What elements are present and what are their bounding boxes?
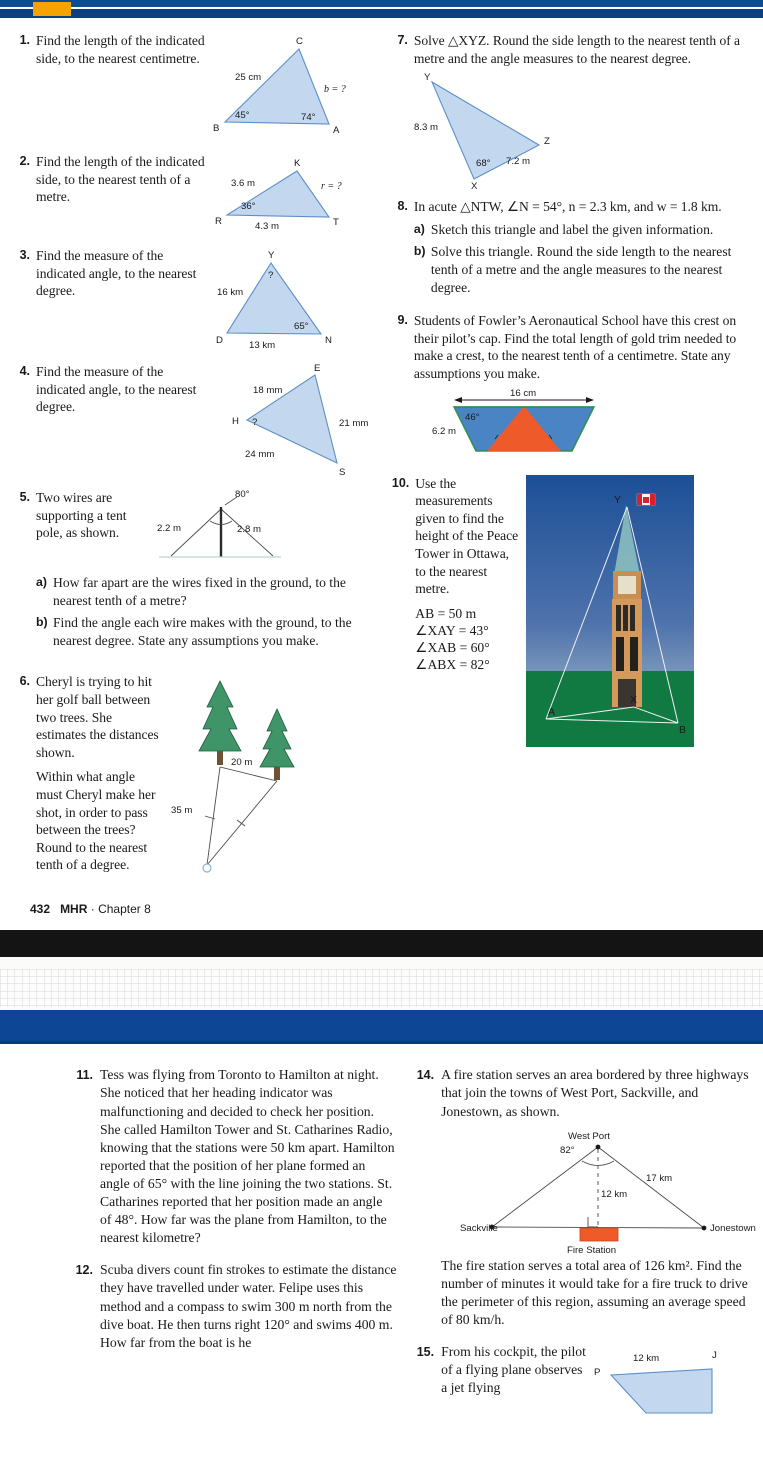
question-7 [392,32,749,193]
question-3-text: Find the measure of the indicated angle, to the nearest degree. [36,248,197,299]
angle-74-label: 74° [301,112,316,123]
angle-65-label: 65° [294,321,309,332]
question-2-text: Find the length of the indicated side, to the nearest tenth of a metre. [36,154,205,205]
question-10 [392,475,749,747]
height-12km-label: 12 km [601,1188,628,1200]
question-12-text: Scuba divers count fin strokes to estimate the distance they have travelled under water. Felipe uses this method and a compass to swim 300 m north from the dive boat. He then turns right 120° and swims 400 m. How far from the boat is he [100,1262,397,1350]
part-a-label: a) [36,575,47,589]
spacer-9 [74,1251,397,1261]
part-a-text: How far apart are the wires fixed in the ground, to the nearest tenth of a metre? [53,575,346,608]
spacer-2 [14,237,382,247]
question-2-figure [211,153,371,231]
side-72m-label: 7.2 m [505,156,530,168]
side-18mm-label: 18 mm [253,385,283,396]
fire-station-triangle-svg [460,1125,756,1256]
top-rule-primary [0,0,763,7]
vertex-a-label: A [333,125,340,136]
town-west-port-label: West Port [568,1130,610,1142]
right-column-2 [397,1066,756,1417]
question-15-text: From his cockpit, the pilot of a flying plane observes a jet flying [441,1344,586,1396]
question-5-part-a [36,574,382,609]
question-1-text: Find the length of the indicated side, to the nearest centimetre. [36,33,205,66]
part-b-label: b) [36,615,48,630]
vertex-r-label: R [215,216,222,227]
vertex-c-label: C [296,36,303,47]
point-y-label: Y [614,493,622,506]
angle-36-label: 36° [241,201,256,212]
tree-left-icon [199,681,241,765]
question-10-figure [520,475,694,747]
vertex-y-label: Y [268,250,275,261]
question-1 [14,32,382,137]
triangle-ydn-svg [211,247,361,352]
question-14-text-2: The fire station serves a total area of 126 km². Find the number of minutes it would take for a fire truck to drive the perimeter of this region, assuming an average speed of 80 km/h. [441,1257,748,1327]
vertex-b-label: B [213,123,220,134]
unknown-r-label: r = ? [321,181,342,192]
plane-jet-triangle-svg [586,1343,746,1413]
part-b-text: Find the angle each wire makes with the ground, to the nearest degree. State any assumptions you make. [53,615,352,648]
question-5-number: 5. [19,490,30,504]
question-3-number: 3. [19,248,30,262]
question-5 [14,489,382,649]
unknown-b-label: b = ? [324,84,346,95]
question-2 [14,153,382,231]
question-3 [14,247,382,352]
question-6-text: Cheryl is trying to hit her golf ball between two trees. She estimates the distances shown. [36,674,159,760]
question-8-part-a [414,221,749,239]
page-body-top [0,18,763,930]
top-rule-secondary [0,9,763,18]
side-36m-label: 3.6 m [231,178,255,189]
footer-chapter: Chapter 8 [98,902,151,917]
divider-black-band [0,930,763,957]
question-11-number: 11. [76,1068,93,1083]
part-b-label: b) [413,244,426,259]
spacer-7 [392,302,749,312]
divider-white-band [0,957,763,969]
footer-publisher: MHR [60,902,88,917]
tent-pole-svg [151,489,286,569]
footer-page-number: 432 [30,902,51,917]
measurement-abx: ∠ABX = 82° [415,657,490,673]
crest-side-label: 6.2 m [431,425,456,437]
measurement-xab: ∠XAB = 60° [415,640,490,656]
town-jonestown-label: Jonestown [710,1222,756,1234]
right-wire-label: 2.8 m [237,524,261,535]
footer-separator: · [90,902,95,917]
base-43m-label: 4.3 m [255,221,279,232]
question-12 [74,1261,397,1351]
triangle-krt-svg [211,153,371,231]
base-13km-label: 13 km [249,340,276,351]
question-8-part-b [414,243,749,296]
town-sackville-label: Sackville [460,1222,498,1234]
divider-blue-band [0,1010,763,1041]
crest-width-label: 16 cm [509,387,537,399]
spacer-1 [14,143,382,153]
question-5-text: Two wires are supporting a tent pole, as shown. [36,490,127,541]
question-6 [14,673,382,878]
divider-grid-paper-band [0,969,763,1007]
question-1-figure [211,32,371,137]
question-8-number: 8. [397,199,408,214]
part-a-label: a) [413,221,425,236]
question-9-figure [414,383,749,459]
question-7-number: 7. [397,33,408,47]
distance-12km-label: 12 km [633,1353,660,1365]
golf-trees-svg [165,673,300,878]
question-2-number: 2. [19,154,30,168]
question-4-text: Find the measure of the indicated angle, to the nearest degree. [36,364,197,415]
vertex-k-label: K [294,158,301,169]
right-column [382,32,749,753]
page-footer [14,884,749,930]
question-4 [14,363,382,478]
question-12-number: 12. [75,1263,93,1278]
angle-82-label: 82° [560,1144,575,1156]
page-body-bottom [0,1054,763,1417]
question-11-text: Tess was flying from Toronto to Hamilton at night. She noticed that her heading indicator was malfunctioning and decided to check her position. She called Hamilton Tower and St. Catharines Radio, knowing that the stations were 50 km apart. Hamilton reported that the position of her plane formed an angle of 65° with the line joining the two stations. St. Catharines reported that her position made an angle of 48°. How far was the plane from Hamilton, to the nearest kilometre? [100,1067,395,1246]
spacer-8 [392,465,749,475]
question-8-text: In acute △NTW, ∠N = 54°, n = 2.3 km, and w = 1.8 km. [413,199,722,215]
question-15-number: 15. [416,1345,435,1360]
point-j-label: J [712,1350,717,1362]
divider-white-band-3 [0,1044,763,1054]
question-7-text: Solve △XYZ. Round the side length to the nearest tenth of a metre and the angle measures to the nearest degree. [413,33,741,66]
part-b-text: Solve this triangle. Round the side length to the nearest tenth of a metre and the angle measures to the nearest degree. [430,244,732,295]
left-column-2 [14,1066,397,1355]
question-4-figure [211,363,381,478]
triangle-hes-svg [211,363,381,478]
fire-station-label: Fire Station [567,1244,617,1256]
unknown-angle-label: ? [268,270,274,281]
pilot-crest-svg [432,389,617,459]
side-16km-label: 16 km [217,287,244,298]
side-17km-label: 17 km [646,1172,673,1184]
orange-tab-marker [33,2,71,16]
question-9-number: 9. [397,313,408,328]
part-a-text: Sketch this triangle and label the given information. [430,221,714,237]
vertex-d-label: D [216,335,223,346]
question-9-text: Students of Fowler’s Aeronautical School have this crest on their pilot’s cap. Find the total length of gold trim needed to make a crest, to the nearest tenth of a centimetre. State any assumptions you make. [413,313,737,381]
point-a-label: A [548,705,556,718]
measurement-xay: ∠XAY = 43° [415,622,489,638]
question-6-number: 6. [19,674,30,689]
spacer-5 [14,655,382,673]
side-21mm-label: 21 mm [339,418,369,429]
question-5-part-b [36,614,382,649]
question-9 [392,312,749,458]
left-wire-label: 2.2 m [157,523,181,534]
question-6-text-2: Within what angle must Cheryl make her shot, in order to pass between the trees? Round to the nearest tenth of a degree. [36,769,156,873]
angle-45-label: 45° [235,110,250,121]
question-8 [392,198,749,296]
question-6-figure [161,673,300,878]
vertex-t-label: T [333,217,339,228]
side-24mm-label: 24 mm [245,449,275,460]
question-10-text: Use the measurements given to find the height of the Peace Tower in Ottawa, to the nearest metre. [415,475,519,597]
question-15-figure [586,1343,746,1413]
angle-68-label: 68° [475,158,491,170]
question-14-number: 14. [416,1068,435,1083]
question-7-figure [413,67,749,193]
angle-80-label: 80° [235,489,250,500]
triangle-xyz-svg [413,67,584,193]
question-14-figure [441,1125,756,1256]
tree-right-icon [260,709,294,780]
vertex-n-label: N [325,335,332,346]
triangle-abc-svg [211,32,371,137]
question-3-figure [211,247,361,352]
point-x-label: X [630,693,638,706]
measurement-ab: AB = 50 m [415,605,477,621]
vertex-z-label: Z [543,136,550,148]
distance-35m-label: 35 m [171,805,193,817]
unknown-angle-h-label: ? [252,417,258,428]
vertex-s-label: S [339,467,346,478]
vertex-e-label: E [314,363,321,374]
point-b-label: B [679,723,687,736]
question-14 [415,1066,756,1329]
side-83m-label: 8.3 m [413,122,438,134]
two-column-layout [14,32,749,884]
vertex-h-label: H [232,416,239,427]
question-15 [415,1343,749,1413]
spacer-10 [415,1333,749,1343]
distance-20m-label: 20 m [231,757,253,769]
two-column-layout-2 [14,1066,756,1417]
vertex-y-label: Y [423,72,431,84]
crest-angle-label: 46° [464,411,480,423]
side-25cm-label: 25 cm [235,72,262,83]
left-column [14,32,382,884]
vertex-x-label: X [470,181,478,193]
peace-tower-photo-svg [526,475,694,747]
question-10-number: 10. [391,475,410,490]
question-1-number: 1. [19,33,30,47]
point-p-label: P [594,1367,601,1379]
question-4-number: 4. [19,364,30,378]
question-5-figure [151,489,286,569]
question-14-text: A fire station serves an area bordered by three highways that join the towns of West Port, Sackville, and Jonestown, as shown. [441,1067,749,1119]
question-11 [74,1066,397,1247]
